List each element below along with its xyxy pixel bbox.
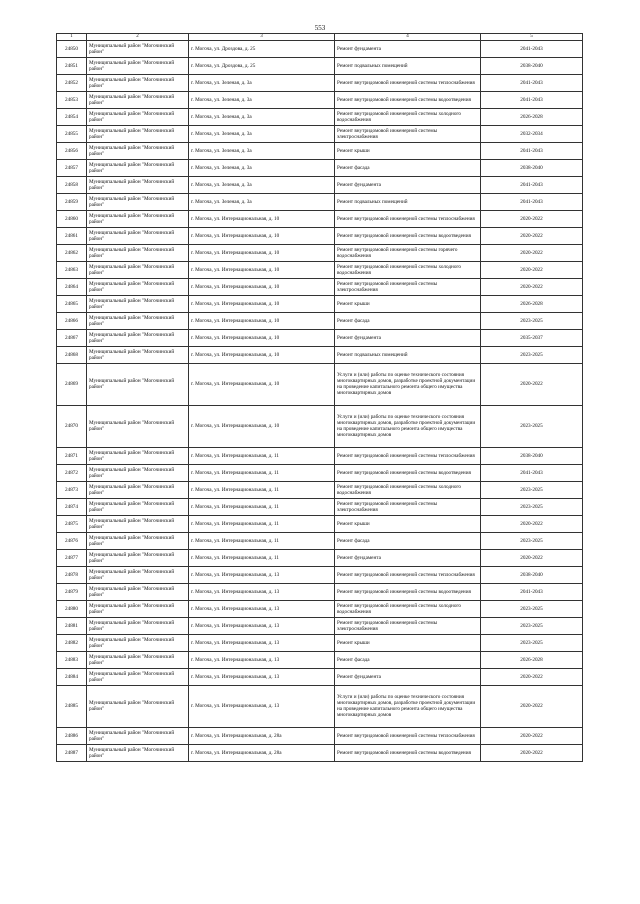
municipality-cell: Муниципальный район "Могочинский район" bbox=[87, 278, 189, 295]
address-cell: г. Могоча, ул. Интернациональная, д. 13 bbox=[189, 668, 335, 685]
address-cell: г. Могоча, ул. Интернациональная, д. 10 bbox=[189, 405, 335, 447]
address-cell: г. Могоча, ул. Интернациональная, д. 10 bbox=[189, 312, 335, 329]
municipality-cell: Муниципальный район "Могочинский район" bbox=[87, 142, 189, 159]
period-cell: 2023-2025 bbox=[481, 532, 583, 549]
table-row bbox=[57, 244, 583, 261]
table-row bbox=[57, 651, 583, 668]
table-row bbox=[57, 108, 583, 125]
row-number-cell: 24850 bbox=[57, 40, 87, 57]
period-cell: 2038-2040 bbox=[481, 57, 583, 74]
work-type-cell: Ремонт внутридомовой инженерной системы холодного водоснабжения bbox=[335, 108, 481, 125]
table-row bbox=[57, 57, 583, 74]
period-cell: 2041-2043 bbox=[481, 583, 583, 600]
municipality-cell: Муниципальный район "Могочинский район" bbox=[87, 346, 189, 363]
work-type-cell: Ремонт внутридомовой инженерной системы электроснабжения bbox=[335, 278, 481, 295]
municipality-cell: Муниципальный район "Могочинский район" bbox=[87, 244, 189, 261]
repair-schedule-table bbox=[56, 33, 583, 762]
table-row bbox=[57, 363, 583, 405]
table-row bbox=[57, 668, 583, 685]
period-cell: 2023-2025 bbox=[481, 498, 583, 515]
municipality-cell: Муниципальный район "Могочинский район" bbox=[87, 583, 189, 600]
period-cell: 2041-2043 bbox=[481, 40, 583, 57]
work-type-cell: Ремонт внутридомовой инженерной системы холодного водоснабжения bbox=[335, 481, 481, 498]
row-number-cell: 24858 bbox=[57, 176, 87, 193]
row-number-cell: 24882 bbox=[57, 634, 87, 651]
period-cell: 2026-2028 bbox=[481, 295, 583, 312]
address-cell: г. Могоча, ул. Интернациональная, д. 10 bbox=[189, 346, 335, 363]
address-cell: г. Могоча, ул. Интернациональная, д. 10 bbox=[189, 329, 335, 346]
municipality-cell: Муниципальный район "Могочинский район" bbox=[87, 193, 189, 210]
period-cell: 2041-2043 bbox=[481, 74, 583, 91]
municipality-cell: Муниципальный район "Могочинский район" bbox=[87, 651, 189, 668]
address-cell: г. Могоча, ул. Зеленая, д. 3а bbox=[189, 142, 335, 159]
row-number-cell: 24853 bbox=[57, 91, 87, 108]
municipality-cell: Муниципальный район "Могочинский район" bbox=[87, 261, 189, 278]
municipality-cell: Муниципальный район "Могочинский район" bbox=[87, 685, 189, 727]
work-type-cell: Ремонт фундамента bbox=[335, 176, 481, 193]
table-row bbox=[57, 634, 583, 651]
period-cell: 2020-2022 bbox=[481, 363, 583, 405]
municipality-cell: Муниципальный район "Могочинский район" bbox=[87, 464, 189, 481]
row-number-cell: 24869 bbox=[57, 363, 87, 405]
row-number-cell: 24867 bbox=[57, 329, 87, 346]
work-type-cell: Ремонт внутридомовой инженерной системы водоотведения bbox=[335, 227, 481, 244]
row-number-cell: 24881 bbox=[57, 617, 87, 634]
row-number-cell: 24885 bbox=[57, 685, 87, 727]
address-cell: г. Могоча, ул. Интернациональная, д. 11 bbox=[189, 549, 335, 566]
table-row bbox=[57, 464, 583, 481]
period-cell: 2020-2022 bbox=[481, 278, 583, 295]
period-cell: 2020-2022 bbox=[481, 685, 583, 727]
table-row bbox=[57, 498, 583, 515]
municipality-cell: Муниципальный район "Могочинский район" bbox=[87, 74, 189, 91]
table-row bbox=[57, 312, 583, 329]
municipality-cell: Муниципальный район "Могочинский район" bbox=[87, 498, 189, 515]
table-row bbox=[57, 481, 583, 498]
work-type-cell: Ремонт внутридомовой инженерной системы электроснабжения bbox=[335, 498, 481, 515]
table-row bbox=[57, 91, 583, 108]
period-cell: 2023-2025 bbox=[481, 405, 583, 447]
period-cell: 2038-2040 bbox=[481, 159, 583, 176]
row-number-cell: 24883 bbox=[57, 651, 87, 668]
row-number-cell: 24886 bbox=[57, 727, 87, 744]
period-cell: 2020-2022 bbox=[481, 668, 583, 685]
address-cell: г. Могоча, ул. Интернациональная, д. 28а bbox=[189, 727, 335, 744]
table-row bbox=[57, 193, 583, 210]
table-row bbox=[57, 329, 583, 346]
address-cell: г. Могоча, ул. Зеленая, д. 3а bbox=[189, 159, 335, 176]
municipality-cell: Муниципальный район "Могочинский район" bbox=[87, 617, 189, 634]
period-cell: 2020-2022 bbox=[481, 515, 583, 532]
address-cell: г. Могоча, ул. Интернациональная, д. 11 bbox=[189, 532, 335, 549]
municipality-cell: Муниципальный район "Могочинский район" bbox=[87, 159, 189, 176]
column-number-3: 3 bbox=[189, 34, 335, 41]
address-cell: г. Могоча, ул. Интернациональная, д. 10 bbox=[189, 363, 335, 405]
period-cell: 2026-2028 bbox=[481, 651, 583, 668]
address-cell: г. Могоча, ул. Интернациональная, д. 10 bbox=[189, 261, 335, 278]
address-cell: г. Могоча, ул. Дроздова, д. 25 bbox=[189, 57, 335, 74]
work-type-cell: Ремонт внутридомовой инженерной системы холодного водоснабжения bbox=[335, 261, 481, 278]
table-row bbox=[57, 447, 583, 464]
table-row bbox=[57, 278, 583, 295]
row-number-cell: 24872 bbox=[57, 464, 87, 481]
period-cell: 2020-2022 bbox=[481, 744, 583, 761]
municipality-cell: Муниципальный район "Могочинский район" bbox=[87, 329, 189, 346]
work-type-cell: Ремонт подвальных помещений bbox=[335, 346, 481, 363]
row-number-cell: 24861 bbox=[57, 227, 87, 244]
work-type-cell: Ремонт внутридомовой инженерной системы теплоснабжения bbox=[335, 447, 481, 464]
work-type-cell: Ремонт крыши bbox=[335, 295, 481, 312]
address-cell: г. Могоча, ул. Интернациональная, д. 10 bbox=[189, 227, 335, 244]
row-number-cell: 24870 bbox=[57, 405, 87, 447]
period-cell: 2023-2025 bbox=[481, 312, 583, 329]
row-number-cell: 24868 bbox=[57, 346, 87, 363]
work-type-cell: Услуги и (или) работы по оценке технического состояния многоквартирных домов, разработке проектной документации на проведение капитального ремонта общего имущества многоквартирных домов bbox=[335, 363, 481, 405]
period-cell: 2041-2043 bbox=[481, 176, 583, 193]
work-type-cell: Ремонт подвальных помещений bbox=[335, 57, 481, 74]
municipality-cell: Муниципальный район "Могочинский район" bbox=[87, 532, 189, 549]
municipality-cell: Муниципальный район "Могочинский район" bbox=[87, 405, 189, 447]
row-number-cell: 24856 bbox=[57, 142, 87, 159]
row-number-cell: 24866 bbox=[57, 312, 87, 329]
municipality-cell: Муниципальный район "Могочинский район" bbox=[87, 600, 189, 617]
work-type-cell: Ремонт фундамента bbox=[335, 329, 481, 346]
address-cell: г. Могоча, ул. Интернациональная, д. 11 bbox=[189, 447, 335, 464]
municipality-cell: Муниципальный район "Могочинский район" bbox=[87, 515, 189, 532]
row-number-cell: 24854 bbox=[57, 108, 87, 125]
row-number-cell: 24876 bbox=[57, 532, 87, 549]
period-cell: 2020-2022 bbox=[481, 727, 583, 744]
address-cell: г. Могоча, ул. Интернациональная, д. 13 bbox=[189, 566, 335, 583]
address-cell: г. Могоча, ул. Зеленая, д. 3а bbox=[189, 176, 335, 193]
address-cell: г. Могоча, ул. Зеленая, д. 3а bbox=[189, 91, 335, 108]
row-number-cell: 24887 bbox=[57, 744, 87, 761]
table-row bbox=[57, 176, 583, 193]
row-number-cell: 24873 bbox=[57, 481, 87, 498]
period-cell: 2032-2034 bbox=[481, 125, 583, 142]
table-row bbox=[57, 210, 583, 227]
work-type-cell: Ремонт внутридомовой инженерной системы горячего водоснабжения bbox=[335, 244, 481, 261]
row-number-cell: 24863 bbox=[57, 261, 87, 278]
address-cell: г. Могоча, ул. Интернациональная, д. 10 bbox=[189, 278, 335, 295]
work-type-cell: Услуги и (или) работы по оценке технического состояния многоквартирных домов, разработке проектной документации на проведение капитального ремонта общего имущества многоквартирных домов bbox=[335, 685, 481, 727]
table-row bbox=[57, 549, 583, 566]
municipality-cell: Муниципальный район "Могочинский район" bbox=[87, 227, 189, 244]
address-cell: г. Могоча, ул. Дроздова, д. 25 bbox=[189, 40, 335, 57]
page-number: 553 bbox=[314, 24, 326, 32]
address-cell: г. Могоча, ул. Интернациональная, д. 10 bbox=[189, 244, 335, 261]
period-cell: 2023-2025 bbox=[481, 600, 583, 617]
table-row bbox=[57, 261, 583, 278]
municipality-cell: Муниципальный район "Могочинский район" bbox=[87, 447, 189, 464]
address-cell: г. Могоча, ул. Интернациональная, д. 13 bbox=[189, 583, 335, 600]
table-row bbox=[57, 600, 583, 617]
address-cell: г. Могоча, ул. Интернациональная, д. 13 bbox=[189, 600, 335, 617]
table-row bbox=[57, 685, 583, 727]
period-cell: 2020-2022 bbox=[481, 210, 583, 227]
column-number-1: 1 bbox=[57, 34, 87, 41]
address-cell: г. Могоча, ул. Интернациональная, д. 13 bbox=[189, 634, 335, 651]
work-type-cell: Ремонт крыши bbox=[335, 515, 481, 532]
row-number-cell: 24864 bbox=[57, 278, 87, 295]
period-cell: 2020-2022 bbox=[481, 227, 583, 244]
work-type-cell: Ремонт внутридомовой инженерной системы водоотведения bbox=[335, 91, 481, 108]
work-type-cell: Ремонт фундамента bbox=[335, 40, 481, 57]
address-cell: г. Могоча, ул. Интернациональная, д. 11 bbox=[189, 498, 335, 515]
table-row bbox=[57, 532, 583, 549]
address-cell: г. Могоча, ул. Интернациональная, д. 11 bbox=[189, 464, 335, 481]
period-cell: 2023-2025 bbox=[481, 634, 583, 651]
row-number-cell: 24852 bbox=[57, 74, 87, 91]
period-cell: 2035-2037 bbox=[481, 329, 583, 346]
address-cell: г. Могоча, ул. Интернациональная, д. 11 bbox=[189, 481, 335, 498]
row-number-cell: 24875 bbox=[57, 515, 87, 532]
work-type-cell: Ремонт крыши bbox=[335, 634, 481, 651]
table-row bbox=[57, 566, 583, 583]
period-cell: 2026-2028 bbox=[481, 108, 583, 125]
table-body bbox=[57, 40, 583, 761]
work-type-cell: Услуги и (или) работы по оценке технического состояния многоквартирных домов, разработке проектной документации на проведение капитального ремонта общего имущества многоквартирных домов bbox=[335, 405, 481, 447]
work-type-cell: Ремонт внутридомовой инженерной системы теплоснабжения bbox=[335, 566, 481, 583]
period-cell: 2041-2043 bbox=[481, 142, 583, 159]
address-cell: г. Могоча, ул. Интернациональная, д. 13 bbox=[189, 685, 335, 727]
table-row bbox=[57, 583, 583, 600]
period-cell: 2020-2022 bbox=[481, 244, 583, 261]
work-type-cell: Ремонт фундамента bbox=[335, 668, 481, 685]
address-cell: г. Могоча, ул. Интернациональная, д. 13 bbox=[189, 651, 335, 668]
row-number-cell: 24855 bbox=[57, 125, 87, 142]
period-cell: 2038-2040 bbox=[481, 566, 583, 583]
municipality-cell: Муниципальный район "Могочинский район" bbox=[87, 363, 189, 405]
row-number-cell: 24880 bbox=[57, 600, 87, 617]
municipality-cell: Муниципальный район "Могочинский район" bbox=[87, 40, 189, 57]
row-number-cell: 24857 bbox=[57, 159, 87, 176]
work-type-cell: Ремонт внутридомовой инженерной системы электроснабжения bbox=[335, 125, 481, 142]
period-cell: 2023-2025 bbox=[481, 481, 583, 498]
municipality-cell: Муниципальный район "Могочинский район" bbox=[87, 481, 189, 498]
table-row bbox=[57, 142, 583, 159]
row-number-cell: 24865 bbox=[57, 295, 87, 312]
period-cell: 2041-2043 bbox=[481, 91, 583, 108]
work-type-cell: Ремонт внутридомовой инженерной системы холодного водоснабжения bbox=[335, 600, 481, 617]
table-row bbox=[57, 295, 583, 312]
table-row bbox=[57, 74, 583, 91]
row-number-cell: 24859 bbox=[57, 193, 87, 210]
table-row bbox=[57, 515, 583, 532]
work-type-cell: Ремонт внутридомовой инженерной системы водоотведения bbox=[335, 583, 481, 600]
address-cell: г. Могоча, ул. Интернациональная, д. 13 bbox=[189, 617, 335, 634]
work-type-cell: Ремонт фасада bbox=[335, 532, 481, 549]
table-row bbox=[57, 727, 583, 744]
table-row bbox=[57, 40, 583, 57]
municipality-cell: Муниципальный район "Могочинский район" bbox=[87, 634, 189, 651]
work-type-cell: Ремонт подвальных помещений bbox=[335, 193, 481, 210]
municipality-cell: Муниципальный район "Могочинский район" bbox=[87, 744, 189, 761]
work-type-cell: Ремонт внутридомовой инженерной системы водоотведения bbox=[335, 464, 481, 481]
address-cell: г. Могоча, ул. Зеленая, д. 3а bbox=[189, 108, 335, 125]
row-number-cell: 24877 bbox=[57, 549, 87, 566]
row-number-cell: 24860 bbox=[57, 210, 87, 227]
table-row bbox=[57, 125, 583, 142]
work-type-cell: Ремонт фундамента bbox=[335, 549, 481, 566]
column-number-4: 4 bbox=[335, 34, 481, 41]
table-row bbox=[57, 744, 583, 761]
work-type-cell: Ремонт внутридомовой инженерной системы теплоснабжения bbox=[335, 727, 481, 744]
municipality-cell: Муниципальный район "Могочинский район" bbox=[87, 125, 189, 142]
municipality-cell: Муниципальный район "Могочинский район" bbox=[87, 210, 189, 227]
municipality-cell: Муниципальный район "Могочинский район" bbox=[87, 549, 189, 566]
row-number-cell: 24884 bbox=[57, 668, 87, 685]
period-cell: 2038-2040 bbox=[481, 447, 583, 464]
row-number-cell: 24878 bbox=[57, 566, 87, 583]
address-cell: г. Могоча, ул. Интернациональная, д. 28а bbox=[189, 744, 335, 761]
address-cell: г. Могоча, ул. Интернациональная, д. 10 bbox=[189, 295, 335, 312]
table-row bbox=[57, 617, 583, 634]
work-type-cell: Ремонт фасада bbox=[335, 159, 481, 176]
address-cell: г. Могоча, ул. Зеленая, д. 3а bbox=[189, 193, 335, 210]
period-cell: 2023-2025 bbox=[481, 617, 583, 634]
work-type-cell: Ремонт фасада bbox=[335, 651, 481, 668]
work-type-cell: Ремонт внутридомовой инженерной системы теплоснабжения bbox=[335, 210, 481, 227]
work-type-cell: Ремонт внутридомовой инженерной системы водоотведения bbox=[335, 744, 481, 761]
row-number-cell: 24874 bbox=[57, 498, 87, 515]
period-cell: 2041-2043 bbox=[481, 464, 583, 481]
table-row bbox=[57, 346, 583, 363]
work-type-cell: Ремонт внутридомовой инженерной системы электроснабжения bbox=[335, 617, 481, 634]
table-row bbox=[57, 405, 583, 447]
address-cell: г. Могоча, ул. Интернациональная, д. 11 bbox=[189, 515, 335, 532]
table-row bbox=[57, 227, 583, 244]
period-cell: 2020-2022 bbox=[481, 261, 583, 278]
period-cell: 2041-2043 bbox=[481, 193, 583, 210]
municipality-cell: Муниципальный район "Могочинский район" bbox=[87, 91, 189, 108]
municipality-cell: Муниципальный район "Могочинский район" bbox=[87, 668, 189, 685]
municipality-cell: Муниципальный район "Могочинский район" bbox=[87, 176, 189, 193]
municipality-cell: Муниципальный район "Могочинский район" bbox=[87, 108, 189, 125]
work-type-cell: Ремонт крыши bbox=[335, 142, 481, 159]
row-number-cell: 24871 bbox=[57, 447, 87, 464]
row-number-cell: 24862 bbox=[57, 244, 87, 261]
municipality-cell: Муниципальный район "Могочинский район" bbox=[87, 566, 189, 583]
table-row bbox=[57, 159, 583, 176]
address-cell: г. Могоча, ул. Зеленая, д. 3а bbox=[189, 125, 335, 142]
period-cell: 2023-2025 bbox=[481, 346, 583, 363]
column-number-2: 2 bbox=[87, 34, 189, 41]
work-type-cell: Ремонт внутридомовой инженерной системы теплоснабжения bbox=[335, 74, 481, 91]
work-type-cell: Ремонт фасада bbox=[335, 312, 481, 329]
municipality-cell: Муниципальный район "Могочинский район" bbox=[87, 312, 189, 329]
column-number-5: 5 bbox=[481, 34, 583, 41]
period-cell: 2020-2022 bbox=[481, 549, 583, 566]
address-cell: г. Могоча, ул. Зеленая, д. 3а bbox=[189, 74, 335, 91]
address-cell: г. Могоча, ул. Интернациональная, д. 10 bbox=[189, 210, 335, 227]
row-number-cell: 24879 bbox=[57, 583, 87, 600]
municipality-cell: Муниципальный район "Могочинский район" bbox=[87, 295, 189, 312]
municipality-cell: Муниципальный район "Могочинский район" bbox=[87, 727, 189, 744]
row-number-cell: 24851 bbox=[57, 57, 87, 74]
municipality-cell: Муниципальный район "Могочинский район" bbox=[87, 57, 189, 74]
